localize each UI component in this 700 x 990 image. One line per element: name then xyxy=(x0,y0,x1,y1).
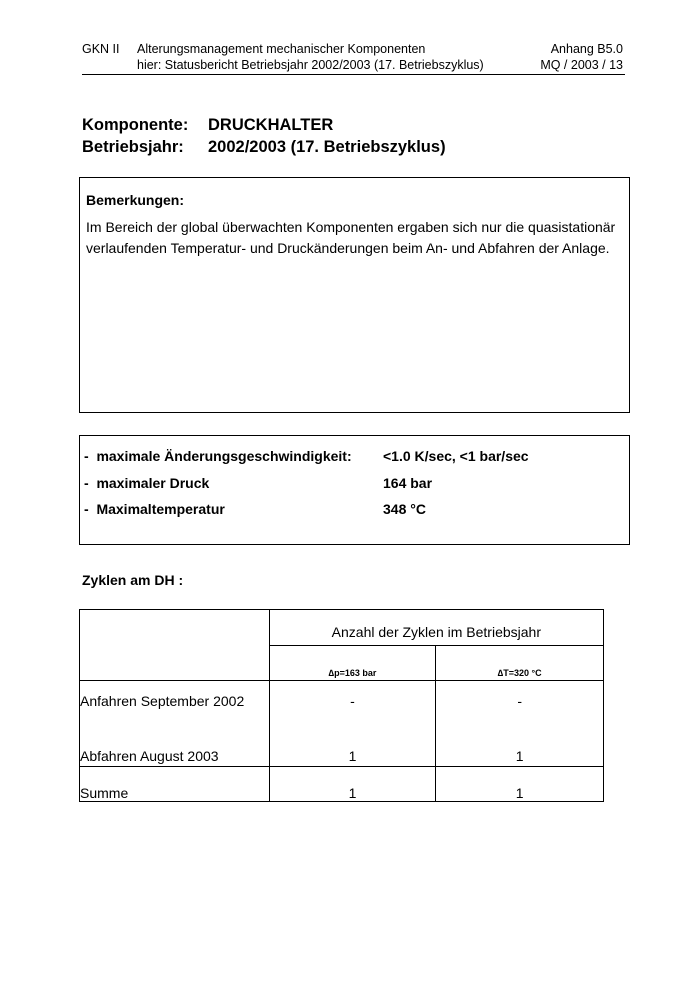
param-value-temperature: 348 °C xyxy=(383,501,426,517)
table-row xyxy=(80,711,604,767)
header-appendix: Anhang B5.0 xyxy=(550,42,623,56)
table-group-header: Anzahl der Zyklen im Betriebsjahr xyxy=(269,610,603,646)
component-value: DRUCKHALTER xyxy=(208,116,334,134)
param-label-pressure: - maximaler Druck xyxy=(84,475,210,491)
row-value-temperature: - xyxy=(436,681,604,711)
header-subtitle: hier: Statusbericht Betriebsjahr 2002/2003 (17. Betriebszyklus) xyxy=(137,58,484,72)
row-value-pressure: - xyxy=(269,681,436,711)
table-col-header-pressure: ∆p=163 bar xyxy=(269,646,436,681)
header-rule xyxy=(82,74,625,75)
row-value-temperature-total: 1 xyxy=(436,767,604,802)
year-label: Betriebsjahr: xyxy=(82,138,184,156)
year-value: 2002/2003 (17. Betriebszyklus) xyxy=(208,138,446,156)
cycles-table xyxy=(79,609,604,802)
remarks-heading: Bemerkungen: xyxy=(86,192,185,208)
row-label: Abfahren August 2003 xyxy=(80,711,270,767)
remarks-box xyxy=(79,177,630,413)
row-value-pressure: 1 xyxy=(269,711,436,767)
component-label: Komponente: xyxy=(82,116,189,134)
param-value-rate: <1.0 K/sec, <1 bar/sec xyxy=(383,448,529,464)
row-label: Anfahren September 2002 xyxy=(80,681,270,711)
cycles-heading: Zyklen am DH : xyxy=(82,572,184,588)
row-label-total: Summe xyxy=(80,767,270,802)
table-row xyxy=(80,681,604,711)
table-col-header-temperature: ∆T=320 °C xyxy=(436,646,604,681)
parameters-box xyxy=(79,435,630,545)
param-label-temperature: - Maximaltemperatur xyxy=(84,501,225,517)
param-value-pressure: 164 bar xyxy=(383,475,433,491)
param-label-rate: - maximale Änderungsgeschwindigkeit: xyxy=(84,448,352,464)
row-value-temperature: 1 xyxy=(436,711,604,767)
row-value-pressure-total: 1 xyxy=(269,767,436,802)
header-title: Alterungsmanagement mechanischer Komponenten xyxy=(137,42,426,56)
header-org: GKN II xyxy=(82,42,120,56)
table-corner-cell xyxy=(80,610,270,681)
table-row xyxy=(80,767,604,802)
header-ref: MQ / 2003 / 13 xyxy=(540,58,623,72)
remarks-line-1: Im Bereich der global überwachten Komponenten ergaben sich nur die quasistationär xyxy=(86,219,616,235)
remarks-line-2: verlaufenden Temperatur- und Druckänderungen beim An- und Abfahren der Anlage. xyxy=(86,240,610,256)
